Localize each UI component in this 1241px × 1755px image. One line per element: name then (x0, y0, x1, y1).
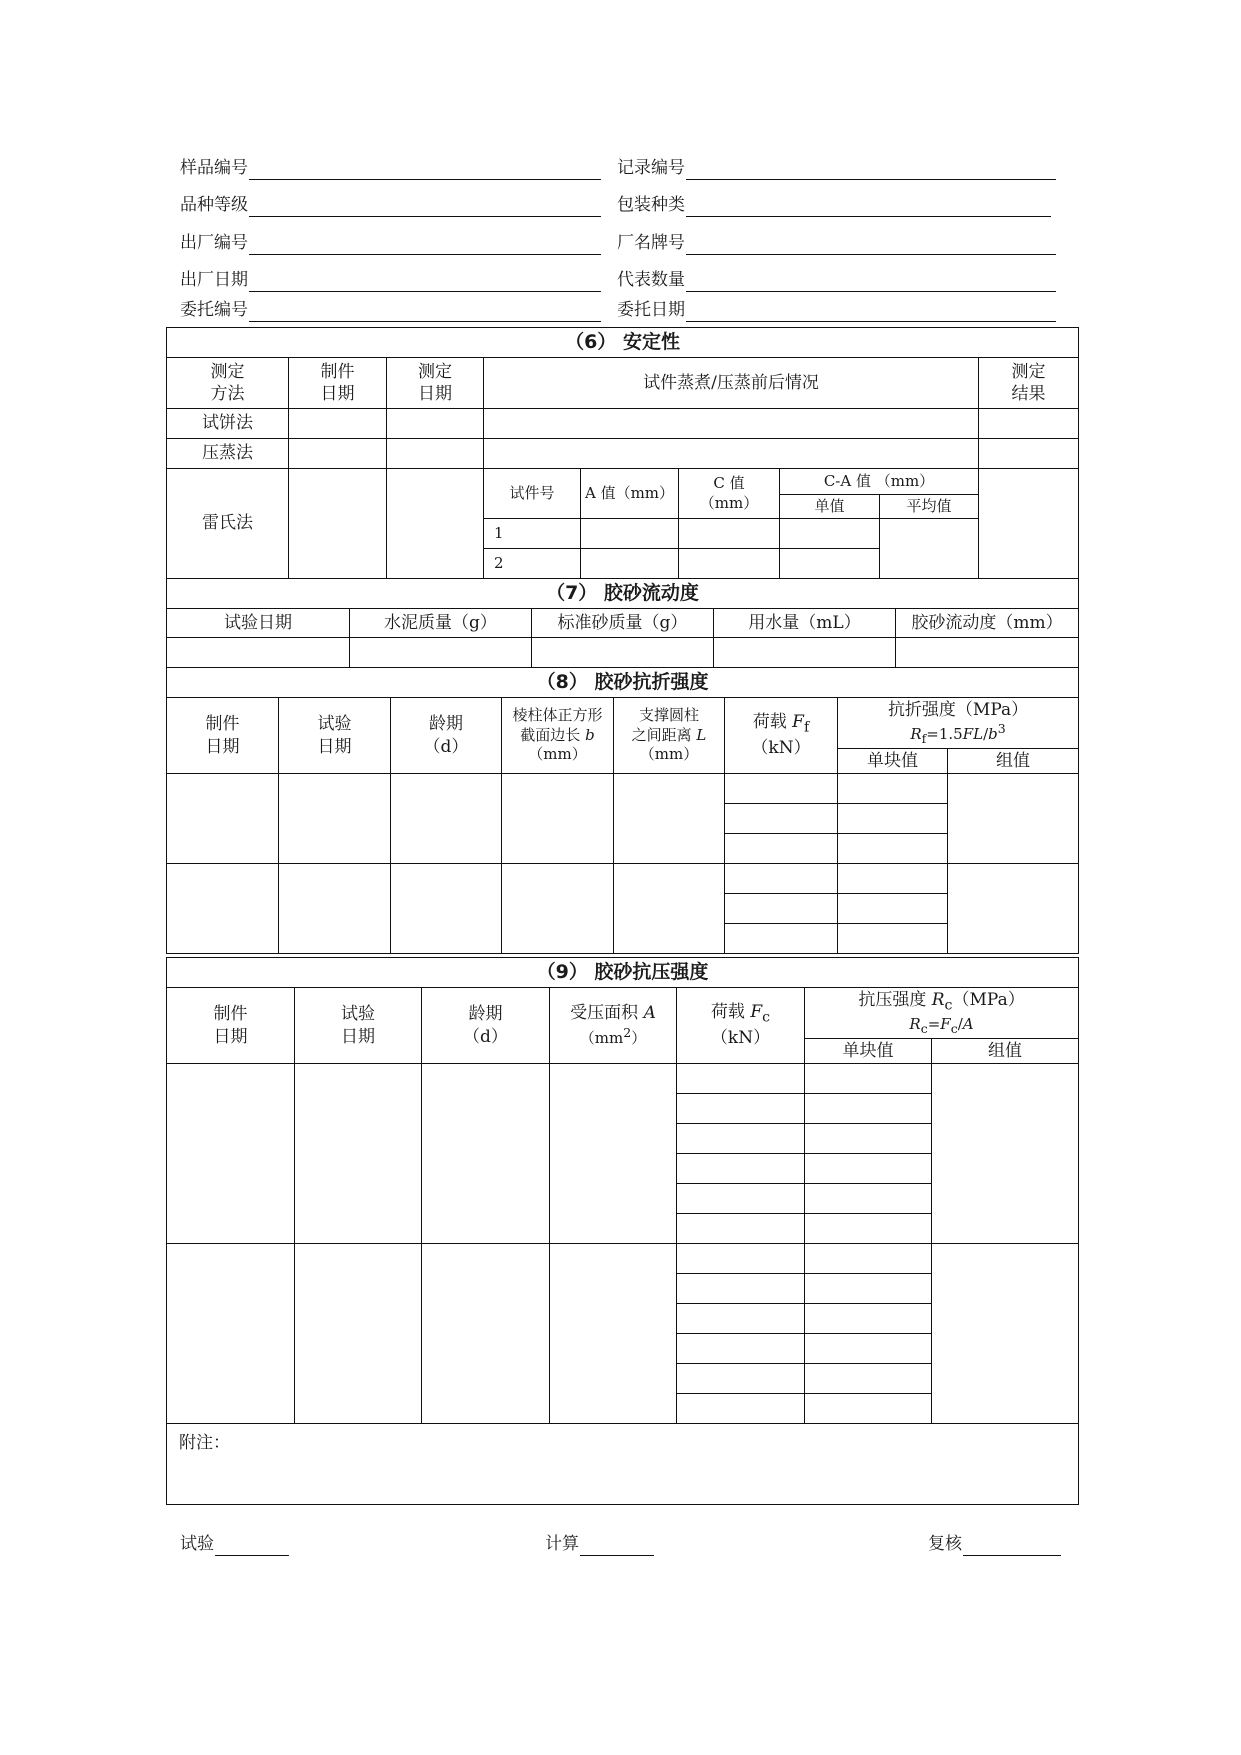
comp-test-date-header (295, 988, 422, 1064)
variety-grade-label: 品种等级 (180, 195, 248, 215)
soundness-title: （6） 安定性 (167, 328, 1079, 358)
comp-area-line1 (550, 1002, 676, 1024)
flex-span-line2 (614, 726, 724, 746)
comp-g1-load-1[interactable] (677, 1064, 805, 1094)
flex-g1-test-date[interactable] (279, 774, 391, 864)
flex-load-header (725, 698, 838, 774)
flex-g2-load-3[interactable] (725, 924, 838, 954)
test-signature-field[interactable] (180, 1528, 289, 1556)
flow-title: （7） 胶砂流动度 (167, 579, 1079, 609)
le-make-date-cell[interactable] (289, 469, 387, 579)
comp-age-text: 龄期 （d） (463, 1004, 508, 1047)
flex-g1-load-3[interactable] (725, 834, 838, 864)
comp-g1-single-3[interactable] (805, 1124, 932, 1154)
flex-g1-single-3[interactable] (838, 834, 948, 864)
flex-span-unit: （mm） (639, 745, 699, 764)
comp-strength-header (805, 988, 1079, 1039)
comp-g2-make-date[interactable] (167, 1244, 295, 1424)
le-ca-single-1[interactable] (780, 519, 880, 549)
comp-make-date-header (167, 988, 295, 1064)
test-signature-line[interactable] (215, 1533, 289, 1556)
comp-make-date-text: 制件 日期 (213, 1004, 248, 1047)
flow-table (166, 578, 1079, 668)
result-header (979, 358, 1079, 409)
flex-load-line1 (725, 711, 837, 737)
comp-area-unit-line (550, 1025, 676, 1049)
flex-g1-span[interactable] (614, 774, 725, 864)
comp-g2-load-5[interactable] (677, 1364, 805, 1394)
flow-water-cell[interactable] (714, 638, 896, 668)
flow-water-header: 用水量（mL） (714, 609, 896, 638)
sample-no-line[interactable] (249, 157, 601, 180)
record-no-line[interactable] (686, 157, 1056, 180)
comp-g1-make-date[interactable] (167, 1064, 295, 1244)
comp-g1-age[interactable] (422, 1064, 550, 1244)
notes-label: 附注： (179, 1433, 230, 1453)
autoclave-test-date-cell[interactable] (387, 439, 484, 469)
flow-cement-mass-header: 水泥质量（g） (350, 609, 532, 638)
result-header-text: 测定 结果 (1011, 361, 1046, 404)
factory-no-field[interactable] (180, 227, 601, 255)
le-a-1[interactable] (581, 519, 679, 549)
notes-cell[interactable] (167, 1424, 1079, 1505)
flex-formula-div: / (983, 724, 989, 743)
comp-single-header: 单块值 (805, 1039, 932, 1064)
factory-brand-label: 厂名牌号 (617, 233, 685, 253)
flex-side-var: b (585, 725, 595, 744)
calc-signature-label: 计算 (545, 1534, 579, 1554)
flex-formula-exp: 3 (997, 720, 1006, 736)
commission-date-field[interactable] (617, 294, 1056, 322)
comp-g1-load-6[interactable] (677, 1214, 805, 1244)
flow-sand-mass-cell[interactable] (532, 638, 714, 668)
flex-g1-load-1[interactable] (725, 774, 838, 804)
le-method-label: 雷氏法 (167, 469, 289, 579)
comp-g2-test-date[interactable] (295, 1244, 422, 1424)
flow-test-date-header: 试验日期 (167, 609, 350, 638)
calc-signature-field[interactable] (545, 1528, 654, 1556)
comp-area-var: A (643, 1003, 656, 1024)
commission-date-line[interactable] (686, 299, 1056, 322)
sample-no-field[interactable] (180, 152, 601, 180)
comp-g1-single-2[interactable] (805, 1094, 932, 1124)
flex-formula-fl: FL (962, 724, 984, 743)
comp-formula-r: R (909, 1014, 921, 1033)
flex-span-header (614, 698, 725, 774)
factory-brand-field[interactable] (617, 227, 1056, 255)
flex-make-date-header (167, 698, 279, 774)
flex-test-date-header (279, 698, 391, 774)
flex-formula-r: R (910, 724, 922, 743)
comp-g1-group[interactable] (932, 1064, 1079, 1244)
flex-g2-single-2[interactable] (838, 894, 948, 924)
comp-g2-single-1[interactable] (805, 1244, 932, 1274)
le-c-2[interactable] (679, 549, 780, 579)
flex-formula-rest: =1.5 (926, 724, 963, 743)
le-a-2[interactable] (581, 549, 679, 579)
flex-g2-load-2[interactable] (725, 894, 838, 924)
autoclave-make-date-cell[interactable] (289, 439, 387, 469)
comp-g2-group[interactable] (932, 1244, 1079, 1424)
factory-brand-line[interactable] (686, 232, 1056, 255)
make-date-header (289, 358, 387, 409)
review-signature-field[interactable] (928, 1528, 1061, 1556)
flex-formula-sub: f (921, 730, 927, 746)
flex-span-label: 之间距离 (631, 725, 697, 744)
comp-formula-f-sub: c (950, 1020, 958, 1036)
comp-strength-sub: c (944, 997, 953, 1014)
comp-load-header (677, 988, 805, 1064)
flexural-title: （8） 胶砂抗折强度 (167, 668, 1079, 698)
compressive-table (166, 957, 1079, 1505)
comp-g2-single-4[interactable] (805, 1334, 932, 1364)
pat-result-cell[interactable] (979, 409, 1079, 439)
pat-test-date-cell[interactable] (387, 409, 484, 439)
comp-formula-rest: / (957, 1014, 963, 1033)
variety-grade-field[interactable] (180, 189, 601, 217)
flex-load-unit: （kN） (751, 738, 811, 759)
flex-g2-group[interactable] (948, 864, 1079, 954)
method-header-text: 测定 方法 (210, 361, 245, 404)
test-date-header (387, 358, 484, 409)
le-c-header (679, 469, 780, 519)
factory-date-field[interactable] (180, 264, 601, 292)
test-date-header-text: 测定 日期 (418, 361, 452, 404)
flex-g2-single-3[interactable] (838, 924, 948, 954)
flow-sand-mass-header: 标准砂质量（g） (532, 609, 714, 638)
commission-no-label: 委托编号 (180, 300, 248, 320)
method-header (167, 358, 289, 409)
le-specimen-2: 2 (484, 549, 581, 579)
comp-g2-single-2[interactable] (805, 1274, 932, 1304)
comp-g2-load-6[interactable] (677, 1394, 805, 1424)
comp-formula-eq: = (927, 1014, 941, 1033)
comp-g2-area[interactable] (550, 1244, 677, 1424)
flex-g2-span[interactable] (614, 864, 725, 954)
flex-age-text: 龄期 （d） (423, 714, 469, 757)
autoclave-condition-cell[interactable] (484, 439, 979, 469)
comp-area-exp: 2 (623, 1024, 632, 1040)
represent-qty-field[interactable] (617, 264, 1056, 292)
flex-strength-label: 抗折强度（MPa） (887, 699, 1029, 720)
comp-strength-line1 (805, 989, 1078, 1015)
flex-g2-make-date[interactable] (167, 864, 279, 954)
le-single-header: 单值 (780, 495, 880, 519)
flex-side-line2 (502, 726, 613, 746)
flex-g2-age[interactable] (391, 864, 502, 954)
le-c-1[interactable] (679, 519, 780, 549)
factory-no-line[interactable] (249, 232, 601, 255)
comp-g2-single-3[interactable] (805, 1304, 932, 1334)
comp-g2-load-4[interactable] (677, 1334, 805, 1364)
comp-g2-load-1[interactable] (677, 1244, 805, 1274)
condition-header: 试件蒸煮/压蒸前后情况 (484, 358, 979, 409)
comp-age-header (422, 988, 550, 1064)
comp-formula (805, 1015, 1078, 1038)
comp-g1-load-2[interactable] (677, 1094, 805, 1124)
comp-area-unit: （mm (579, 1028, 624, 1047)
flex-g1-make-date[interactable] (167, 774, 279, 864)
comp-g1-area[interactable] (550, 1064, 677, 1244)
flex-age-header (391, 698, 502, 774)
record-no-label: 记录编号 (617, 158, 685, 178)
flexural-table (166, 667, 1079, 954)
le-specimen-header: 试件号 (484, 469, 581, 519)
comp-area-close: ） (631, 1028, 647, 1047)
record-no-field[interactable] (617, 152, 1056, 180)
test-signature-label: 试验 (180, 1534, 214, 1554)
comp-group-header: 组值 (932, 1039, 1079, 1064)
le-a-header: A 值（mm） (581, 469, 679, 519)
pat-condition-cell[interactable] (484, 409, 979, 439)
pat-make-date-cell[interactable] (289, 409, 387, 439)
comp-g2-single-5[interactable] (805, 1364, 932, 1394)
comp-g1-single-1[interactable] (805, 1064, 932, 1094)
calc-signature-line[interactable] (580, 1533, 654, 1556)
comp-g2-age[interactable] (422, 1244, 550, 1424)
flow-test-date-cell[interactable] (167, 638, 350, 668)
review-signature-line[interactable] (963, 1533, 1061, 1556)
comp-strength-var: R (931, 989, 945, 1010)
flex-formula (838, 721, 1078, 748)
flex-load-var: F (792, 712, 804, 733)
flex-g1-single-1[interactable] (838, 774, 948, 804)
flow-cement-mass-cell[interactable] (350, 638, 532, 668)
comp-load-var: F (750, 1002, 763, 1023)
flex-span-line1: 支撑圆柱 (638, 705, 699, 724)
flex-make-date-text: 制件 日期 (205, 714, 240, 757)
comp-g1-single-4[interactable] (805, 1154, 932, 1184)
flex-g2-single-1[interactable] (838, 864, 948, 894)
flex-formula-b: b (988, 724, 998, 743)
flex-g1-load-2[interactable] (725, 804, 838, 834)
sample-no-label: 样品编号 (180, 158, 248, 178)
flex-strength-header (838, 698, 1079, 749)
commission-date-label: 委托日期 (617, 300, 685, 320)
flex-test-date-text: 试验 日期 (317, 714, 352, 757)
flex-side-line1: 棱柱体正方形 (512, 705, 603, 724)
flex-load-label: 荷载 (752, 712, 793, 733)
le-ca-avg[interactable] (880, 519, 979, 579)
package-type-label: 包装种类 (617, 195, 685, 215)
flow-value-header: 胶砂流动度（mm） (896, 609, 1079, 638)
review-signature-label: 复核 (928, 1534, 962, 1554)
compressive-title: （9） 胶砂抗压强度 (167, 958, 1079, 988)
comp-g1-single-6[interactable] (805, 1214, 932, 1244)
comp-load-label: 荷载 (710, 1002, 751, 1023)
le-result-cell[interactable] (979, 469, 1079, 579)
comp-area-header (550, 988, 677, 1064)
soundness-table (166, 327, 1079, 579)
comp-g2-load-3[interactable] (677, 1304, 805, 1334)
comp-g1-single-5[interactable] (805, 1184, 932, 1214)
comp-load-unit: （kN） (710, 1028, 771, 1049)
make-date-header-text: 制件 日期 (320, 361, 355, 404)
package-type-line[interactable] (686, 194, 1051, 217)
comp-load-sub: c (762, 1009, 771, 1026)
comp-test-date-text: 试验 日期 (341, 1004, 375, 1047)
factory-no-label: 出厂编号 (180, 233, 248, 253)
autoclave-method-label: 压蒸法 (167, 439, 289, 469)
package-type-field[interactable] (617, 189, 1051, 217)
le-specimen-1: 1 (484, 519, 581, 549)
flex-g2-test-date[interactable] (279, 864, 391, 954)
flex-g1-side[interactable] (502, 774, 614, 864)
flex-g2-load-1[interactable] (725, 864, 838, 894)
factory-date-line[interactable] (249, 269, 601, 292)
comp-g1-load-4[interactable] (677, 1154, 805, 1184)
comp-g2-load-2[interactable] (677, 1274, 805, 1304)
le-ca-single-2[interactable] (780, 549, 880, 579)
flex-side-unit: （mm） (528, 745, 587, 764)
represent-qty-label: 代表数量 (617, 270, 685, 290)
flex-single-header: 单块值 (838, 749, 948, 774)
commission-no-field[interactable] (180, 294, 601, 322)
flex-side-header (502, 698, 614, 774)
comp-area-label: 受压面积 (570, 1003, 644, 1024)
comp-formula-f: F (940, 1014, 951, 1033)
represent-qty-line[interactable] (686, 269, 1056, 292)
autoclave-result-cell[interactable] (979, 439, 1079, 469)
flow-value-cell[interactable] (896, 638, 1079, 668)
pat-method-label: 试饼法 (167, 409, 289, 439)
flex-group-header: 组值 (948, 749, 1079, 774)
comp-strength-label: 抗压强度 (858, 989, 932, 1010)
flex-load-sub: f (803, 719, 810, 736)
comp-g2-single-6[interactable] (805, 1394, 932, 1424)
variety-grade-line[interactable] (249, 194, 601, 217)
comp-formula-a: A (962, 1014, 974, 1033)
comp-strength-unit: （MPa） (952, 989, 1025, 1010)
flex-g1-single-2[interactable] (838, 804, 948, 834)
le-c-header-text: C 值 （mm） (699, 473, 759, 512)
flex-g2-side[interactable] (502, 864, 614, 954)
comp-g1-load-3[interactable] (677, 1124, 805, 1154)
comp-load-line1 (677, 1001, 804, 1027)
le-avg-header: 平均值 (880, 495, 979, 519)
flex-span-var: L (696, 725, 707, 744)
le-ca-header: C-A 值 （mm） (780, 469, 979, 495)
commission-no-line[interactable] (249, 299, 601, 322)
flex-side-label: 截面边长 (520, 725, 586, 744)
comp-g1-load-5[interactable] (677, 1184, 805, 1214)
comp-formula-r-sub: c (920, 1020, 928, 1036)
factory-date-label: 出厂日期 (180, 270, 248, 290)
le-test-date-cell[interactable] (387, 469, 484, 579)
comp-g1-test-date[interactable] (295, 1064, 422, 1244)
flex-g1-group[interactable] (948, 774, 1079, 864)
flex-g1-age[interactable] (391, 774, 502, 864)
